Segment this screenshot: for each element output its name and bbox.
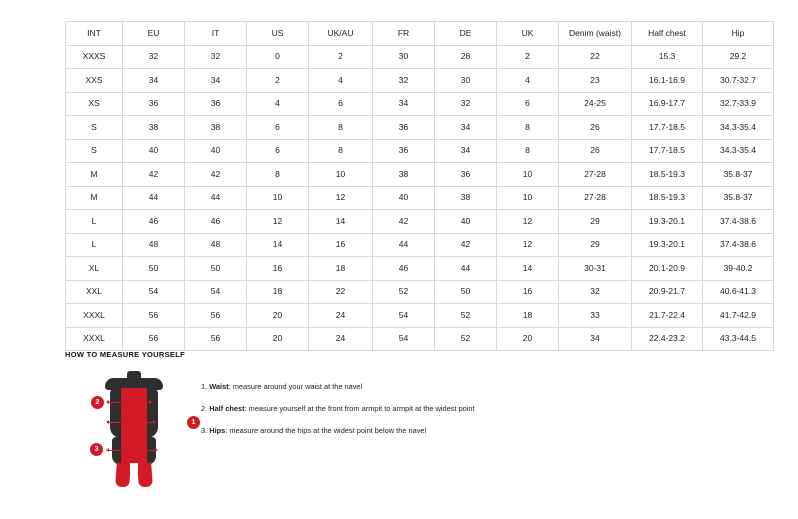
table-cell: XXXL xyxy=(66,327,123,351)
step-term: Hips xyxy=(209,425,226,435)
table-cell: 36 xyxy=(373,116,435,140)
table-row xyxy=(66,304,774,328)
table-cell: 36 xyxy=(373,139,435,163)
table-cell: 8 xyxy=(247,163,309,187)
half-chest-measure-arrow-icon xyxy=(109,402,149,403)
table-cell: 32 xyxy=(435,92,497,116)
table-cell: 38 xyxy=(123,116,185,140)
column-header: DE xyxy=(435,22,497,46)
table-cell: 46 xyxy=(373,257,435,281)
table-cell: 2 xyxy=(247,69,309,93)
table-cell: 32 xyxy=(373,69,435,93)
table-cell: 48 xyxy=(185,233,247,257)
mannequin-crotch-gap xyxy=(130,463,138,477)
measure-steps-list xyxy=(201,369,475,449)
hip-measure-arrow-icon xyxy=(109,450,155,451)
badge-marker-3: 3 xyxy=(90,443,103,456)
column-header: Hip xyxy=(703,22,774,46)
column-header: US xyxy=(247,22,309,46)
table-body xyxy=(66,45,774,351)
table-cell: M xyxy=(66,163,123,187)
table-cell: 54 xyxy=(373,304,435,328)
table-cell: 21.7-22.4 xyxy=(632,304,703,328)
table-cell: 4 xyxy=(497,69,559,93)
table-cell: 34 xyxy=(373,92,435,116)
column-header: Half chest xyxy=(632,22,703,46)
table-cell: 43.3-44.5 xyxy=(703,327,774,351)
table-cell: 52 xyxy=(435,327,497,351)
table-cell: 32 xyxy=(559,280,632,304)
table-cell: S xyxy=(66,116,123,140)
table-row xyxy=(66,116,774,140)
table-row xyxy=(66,186,774,210)
mannequin-hips-left-shade xyxy=(112,437,121,465)
table-cell: 30.7-32.7 xyxy=(703,69,774,93)
table-cell: 28 xyxy=(435,45,497,69)
step-number: 3. xyxy=(201,425,208,435)
table-cell: 16 xyxy=(309,233,373,257)
table-cell: 17.7-18.5 xyxy=(632,116,703,140)
table-cell: 15.3 xyxy=(632,45,703,69)
table-cell: 24-25 xyxy=(559,92,632,116)
column-header: IT xyxy=(185,22,247,46)
table-cell: 12 xyxy=(497,233,559,257)
step-number: 1. xyxy=(201,382,208,391)
mannequin-right-leg xyxy=(137,463,153,488)
table-cell: 38 xyxy=(435,186,497,210)
table-cell: 30 xyxy=(435,69,497,93)
table-cell: 48 xyxy=(123,233,185,257)
how-to-measure-section xyxy=(65,350,733,489)
mannequin-left-leg xyxy=(115,463,131,488)
table-row xyxy=(66,139,774,163)
column-header: UK/AU xyxy=(309,22,373,46)
mannequin-icon xyxy=(99,371,169,489)
table-cell: 42 xyxy=(123,163,185,187)
table-cell: 29 xyxy=(559,233,632,257)
column-header: EU xyxy=(123,22,185,46)
table-cell: 6 xyxy=(247,139,309,163)
table-cell: 32 xyxy=(185,45,247,69)
table-cell: 20 xyxy=(247,304,309,328)
table-cell: L xyxy=(66,233,123,257)
column-header: INT xyxy=(66,22,123,46)
table-cell: 39-40.2 xyxy=(703,257,774,281)
table-row xyxy=(66,45,774,69)
table-row xyxy=(66,280,774,304)
table-cell: 35.8-37 xyxy=(703,163,774,187)
table-cell: 56 xyxy=(185,304,247,328)
step-text: : measure around the hips at the widest point below the navel xyxy=(225,425,427,435)
table-cell: 42 xyxy=(373,210,435,234)
table-cell: XL xyxy=(66,257,123,281)
mannequin-torso-left-shade xyxy=(110,388,121,438)
table-cell: 8 xyxy=(497,116,559,140)
table-cell: 44 xyxy=(123,186,185,210)
table-cell: 34 xyxy=(123,69,185,93)
column-header: Denim (waist) xyxy=(559,22,632,46)
table-row xyxy=(66,163,774,187)
table-cell: 12 xyxy=(309,186,373,210)
table-cell: 0 xyxy=(247,45,309,69)
table-row xyxy=(66,257,774,281)
table-cell: 37.4-38.6 xyxy=(703,210,774,234)
waist-measure-arrow-icon xyxy=(109,422,153,423)
table-cell: 19.3-20.1 xyxy=(632,210,703,234)
step-number: 2. xyxy=(201,403,208,413)
table-cell: 40.6-41.3 xyxy=(703,280,774,304)
table-cell: 34 xyxy=(435,116,497,140)
table-cell: 41.7-42.9 xyxy=(703,304,774,328)
table-cell: 10 xyxy=(497,186,559,210)
table-cell: S xyxy=(66,139,123,163)
table-cell: 16.9-17.7 xyxy=(632,92,703,116)
table-cell: 22 xyxy=(309,280,373,304)
step-term: Half chest xyxy=(209,403,245,413)
table-cell: L xyxy=(66,210,123,234)
table-cell: 20 xyxy=(497,327,559,351)
table-cell: 16.1-16.9 xyxy=(632,69,703,93)
size-chart-table-container xyxy=(65,21,756,351)
step-term: Waist xyxy=(209,382,229,391)
table-cell: 27-28 xyxy=(559,163,632,187)
table-cell: 18.5-19.3 xyxy=(632,186,703,210)
list-item xyxy=(201,405,475,414)
table-cell: 30 xyxy=(373,45,435,69)
list-item xyxy=(201,383,475,392)
table-cell: 40 xyxy=(435,210,497,234)
column-header: FR xyxy=(373,22,435,46)
size-chart-table xyxy=(65,21,774,351)
table-cell: 29 xyxy=(559,210,632,234)
table-cell: 52 xyxy=(435,304,497,328)
badge-marker-2: 2 xyxy=(91,396,104,409)
table-cell: 50 xyxy=(123,257,185,281)
table-cell: 46 xyxy=(185,210,247,234)
table-cell: 34 xyxy=(435,139,497,163)
table-cell: 16 xyxy=(247,257,309,281)
table-row xyxy=(66,210,774,234)
table-cell: 42 xyxy=(185,163,247,187)
table-cell: XXXS xyxy=(66,45,123,69)
table-cell: 8 xyxy=(309,139,373,163)
table-cell: 40 xyxy=(185,139,247,163)
table-cell: 18 xyxy=(497,304,559,328)
table-cell: 24 xyxy=(309,327,373,351)
table-cell: 50 xyxy=(185,257,247,281)
mannequin-illustration-container xyxy=(65,369,195,489)
table-cell: 2 xyxy=(497,45,559,69)
table-cell: 36 xyxy=(185,92,247,116)
table-cell: 18 xyxy=(247,280,309,304)
table-cell: 22.4-23.2 xyxy=(632,327,703,351)
list-item xyxy=(201,427,475,436)
table-cell: 52 xyxy=(373,280,435,304)
table-cell: 34.3-35.4 xyxy=(703,116,774,140)
table-cell: 33 xyxy=(559,304,632,328)
table-cell: 4 xyxy=(309,69,373,93)
table-row xyxy=(66,233,774,257)
table-cell: XXS xyxy=(66,69,123,93)
table-cell: 4 xyxy=(247,92,309,116)
table-cell: 44 xyxy=(373,233,435,257)
step-text: : measure around your waist at the navel xyxy=(228,382,363,391)
table-cell: 26 xyxy=(559,116,632,140)
table-cell: 34 xyxy=(185,69,247,93)
table-cell: 10 xyxy=(309,163,373,187)
table-cell: 19.3-20.1 xyxy=(632,233,703,257)
table-row xyxy=(66,92,774,116)
table-cell: 54 xyxy=(373,327,435,351)
table-cell: 14 xyxy=(247,233,309,257)
table-cell: 32 xyxy=(123,45,185,69)
table-cell: 8 xyxy=(309,116,373,140)
table-cell: 20.9-21.7 xyxy=(632,280,703,304)
table-cell: 40 xyxy=(123,139,185,163)
table-cell: 14 xyxy=(497,257,559,281)
badge-marker-1: 1 xyxy=(187,416,200,429)
table-cell: 16 xyxy=(497,280,559,304)
table-cell: 32.7-33.9 xyxy=(703,92,774,116)
table-cell: 56 xyxy=(123,304,185,328)
table-cell: 14 xyxy=(309,210,373,234)
table-cell: 12 xyxy=(247,210,309,234)
table-cell: 36 xyxy=(435,163,497,187)
table-cell: 10 xyxy=(247,186,309,210)
mannequin-torso-right-shade xyxy=(147,388,158,438)
how-to-measure-body xyxy=(65,369,733,489)
table-cell: 22 xyxy=(559,45,632,69)
table-header-row xyxy=(66,22,774,46)
table-cell: 34.3-35.4 xyxy=(703,139,774,163)
table-row xyxy=(66,327,774,351)
table-cell: 50 xyxy=(435,280,497,304)
table-cell: 54 xyxy=(185,280,247,304)
table-cell: 18.5-19.3 xyxy=(632,163,703,187)
table-cell: 56 xyxy=(123,327,185,351)
table-cell: 30-31 xyxy=(559,257,632,281)
table-cell: XXL xyxy=(66,280,123,304)
table-cell: 23 xyxy=(559,69,632,93)
table-cell: 8 xyxy=(497,139,559,163)
table-cell: XXXL xyxy=(66,304,123,328)
table-cell: 56 xyxy=(185,327,247,351)
table-cell: 40 xyxy=(373,186,435,210)
table-cell: M xyxy=(66,186,123,210)
step-text: : measure yourself at the front from armpit to armpit at the widest point xyxy=(244,403,475,413)
table-row xyxy=(66,69,774,93)
table-cell: 20.1-20.9 xyxy=(632,257,703,281)
table-cell: 10 xyxy=(497,163,559,187)
table-cell: 17.7-18.5 xyxy=(632,139,703,163)
table-cell: 44 xyxy=(185,186,247,210)
table-cell: 46 xyxy=(123,210,185,234)
table-cell: 24 xyxy=(309,304,373,328)
table-cell: 44 xyxy=(435,257,497,281)
table-cell: 42 xyxy=(435,233,497,257)
table-cell: 37.4-38.6 xyxy=(703,233,774,257)
table-cell: 38 xyxy=(373,163,435,187)
table-cell: 35.8-37 xyxy=(703,186,774,210)
table-cell: 6 xyxy=(497,92,559,116)
how-to-measure-title: HOW TO MEASURE YOURSELF xyxy=(65,350,185,359)
table-cell: 36 xyxy=(123,92,185,116)
table-cell: 27-28 xyxy=(559,186,632,210)
table-cell: 2 xyxy=(309,45,373,69)
table-cell: 20 xyxy=(247,327,309,351)
table-cell: XS xyxy=(66,92,123,116)
table-cell: 54 xyxy=(123,280,185,304)
table-cell: 6 xyxy=(309,92,373,116)
table-cell: 29.2 xyxy=(703,45,774,69)
table-cell: 38 xyxy=(185,116,247,140)
table-cell: 34 xyxy=(559,327,632,351)
column-header: UK xyxy=(497,22,559,46)
table-cell: 18 xyxy=(309,257,373,281)
table-cell: 12 xyxy=(497,210,559,234)
table-cell: 26 xyxy=(559,139,632,163)
table-cell: 6 xyxy=(247,116,309,140)
